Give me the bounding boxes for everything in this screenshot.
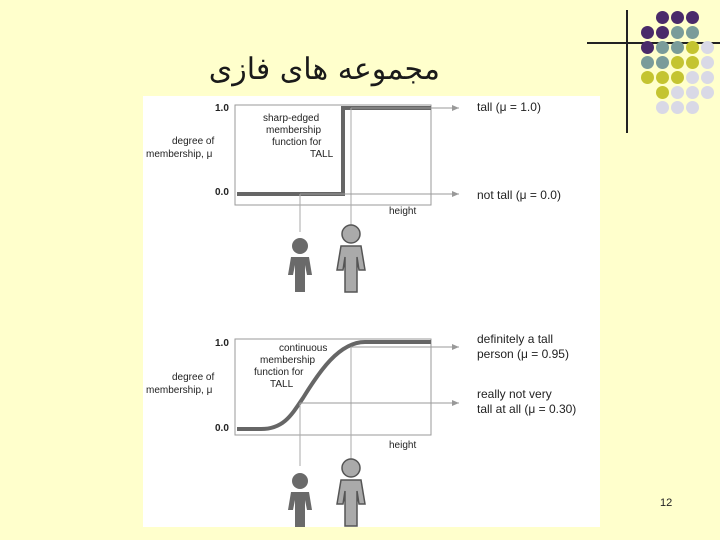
decoration-dot xyxy=(686,26,699,39)
decoration-dot xyxy=(641,26,654,39)
decoration-dot xyxy=(686,41,699,54)
bottom-annotation-2: membership xyxy=(260,355,316,366)
top-y-tick-0: 0.0 xyxy=(215,187,229,198)
decoration-dot xyxy=(701,41,714,54)
decoration-dot xyxy=(656,56,669,69)
bottom-y-tick-1: 1.0 xyxy=(215,338,229,349)
top-right-label-not-tall: not tall (μ = 0.0) xyxy=(477,188,561,202)
tall-person-icon xyxy=(337,225,365,292)
decoration-dot xyxy=(701,86,714,99)
page-number: 12 xyxy=(660,497,673,509)
bottom-right-label-short-1: really not very xyxy=(477,387,552,401)
decoration-dot xyxy=(686,71,699,84)
decoration-dot xyxy=(671,26,684,39)
top-annotation-4: TALL xyxy=(310,149,334,160)
decoration-dot xyxy=(656,41,669,54)
bottom-right-label-short-2: tall at all (μ = 0.30) xyxy=(477,402,577,416)
decoration-dot xyxy=(656,11,669,24)
decoration-dot xyxy=(686,56,699,69)
short-person-icon xyxy=(288,238,312,292)
top-annotation-1: sharp-edged xyxy=(263,113,320,124)
decoration-dot xyxy=(671,86,684,99)
top-y-axis-label-1: degree of xyxy=(172,136,215,147)
decoration-dot xyxy=(671,41,684,54)
bottom-right-label-tall-2: person (μ = 0.95) xyxy=(477,347,569,361)
bottom-x-axis-label: height xyxy=(389,440,417,451)
bottom-y-axis-label-2: membership, μ xyxy=(146,385,213,396)
slide-title: مجموعه های فازی xyxy=(208,52,440,87)
bottom-chart-frame xyxy=(235,339,431,435)
bottom-y-axis-label-1: degree of xyxy=(172,372,215,383)
top-right-label-tall: tall (μ = 1.0) xyxy=(477,100,541,114)
decoration-dot xyxy=(656,71,669,84)
figure-panel xyxy=(143,96,600,527)
decoration-dot xyxy=(701,56,714,69)
bottom-annotation-1: continuous xyxy=(279,343,328,354)
decoration-dot xyxy=(671,11,684,24)
tall-person-icon xyxy=(337,459,365,526)
decoration-dot xyxy=(641,71,654,84)
top-y-axis-label-2: membership, μ xyxy=(146,149,213,160)
bottom-right-label-tall-1: definitely a tall xyxy=(477,332,554,346)
decoration-dot xyxy=(671,56,684,69)
decoration-horizontal-line xyxy=(587,42,720,44)
decoration-dot xyxy=(671,71,684,84)
top-x-axis-label: height xyxy=(389,206,417,217)
bottom-annotation-4: TALL xyxy=(270,379,294,390)
bottom-chart xyxy=(146,332,576,527)
decoration-dot xyxy=(701,71,714,84)
short-person-icon xyxy=(288,473,312,527)
decoration-dot xyxy=(641,41,654,54)
decoration-dot xyxy=(671,101,684,114)
top-chart xyxy=(146,100,561,292)
decoration-vertical-line xyxy=(626,10,628,133)
bottom-annotation-3: function for xyxy=(254,367,304,378)
decoration-dot xyxy=(656,101,669,114)
decoration-dot xyxy=(656,86,669,99)
bottom-y-tick-0: 0.0 xyxy=(215,423,229,434)
decoration-dot xyxy=(686,101,699,114)
decoration-dot xyxy=(641,56,654,69)
top-annotation-3: function for xyxy=(272,137,322,148)
fuzzy-membership-diagram xyxy=(143,96,600,527)
decoration-dot xyxy=(686,11,699,24)
top-annotation-2: membership xyxy=(266,125,322,136)
decoration-dot xyxy=(656,26,669,39)
decoration-dot xyxy=(686,86,699,99)
top-y-tick-1: 1.0 xyxy=(215,103,229,114)
